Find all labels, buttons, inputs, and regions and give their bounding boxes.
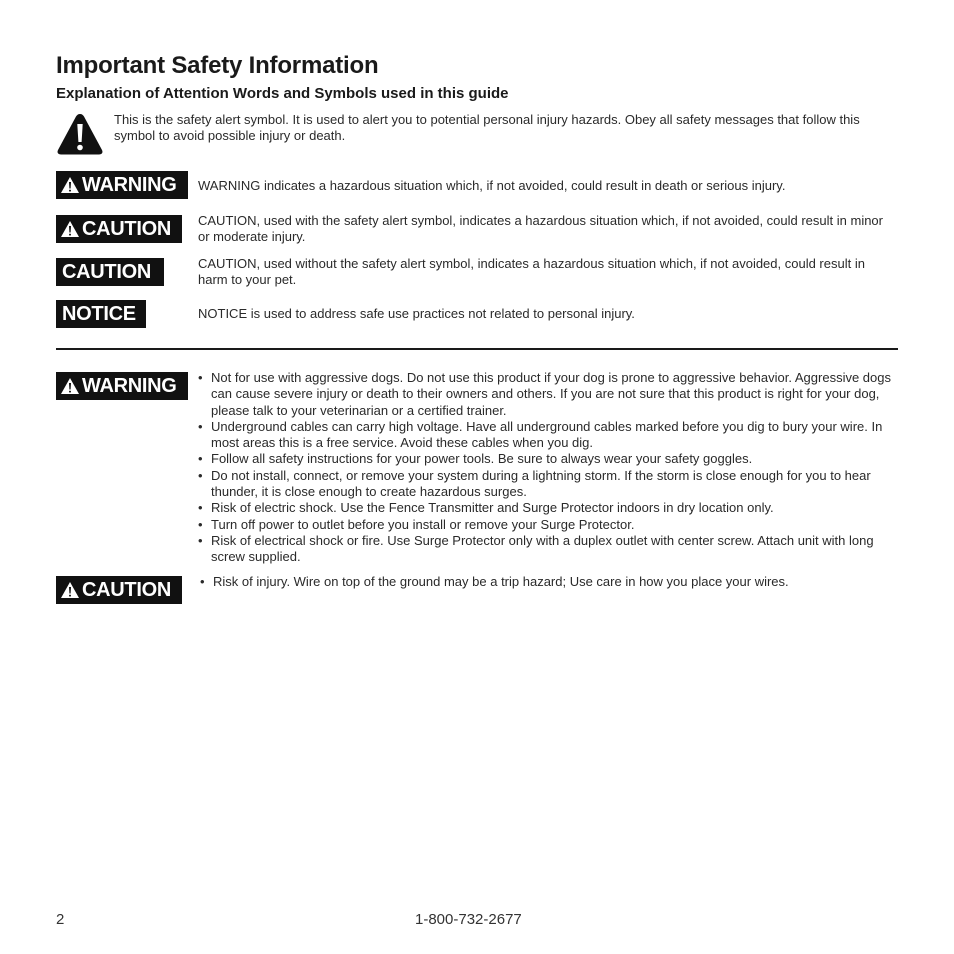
- alert-symbol-description: This is the safety alert symbol. It is used to alert you to potential personal injury hazards. Obey all safety messages that follow this symbol to avoid possible injury or death.: [114, 112, 860, 143]
- page-subtitle: Explanation of Attention Words and Symbols used in this guide: [56, 85, 509, 102]
- warning-section-badge: [56, 372, 188, 400]
- caution-badge-with-symbol: [56, 215, 182, 243]
- alert-triangle-icon: [60, 220, 80, 238]
- notice-badge-label: NOTICE: [62, 303, 136, 325]
- page-number: 2: [56, 911, 65, 928]
- alert-triangle-icon: [60, 377, 80, 395]
- caution-without-symbol-definition: CAUTION, used without the safety alert symbol, indicates a hazardous situation which, if not avoided, could result in harm to your pet.: [198, 256, 865, 287]
- caution-list: [200, 574, 896, 590]
- list-item: • Follow all safety instructions for your power tools. Be sure to always wear your safety goggles.: [198, 451, 896, 467]
- caution-section-badge-label: CAUTION: [82, 579, 172, 601]
- caution-badge-plain: [56, 258, 164, 286]
- alert-triangle-icon: [60, 581, 80, 599]
- list-item: • Risk of electric shock. Use the Fence Transmitter and Surge Protector indoors in dry location only.: [198, 500, 896, 516]
- safety-alert-icon: [56, 112, 104, 156]
- caution-section-badge: [56, 576, 182, 604]
- caution-with-symbol-definition: CAUTION, used with the safety alert symbol, indicates a hazardous situation which, if not avoided, could result in minor or moderate injury.: [198, 213, 883, 244]
- list-item: • Risk of electrical shock or fire. Use Surge Protector only with a duplex outlet with center screw. Attach unit with long screw supplied.: [198, 533, 896, 566]
- list-item: • Risk of injury. Wire on top of the ground may be a trip hazard; Use care in how you place your wires.: [200, 574, 896, 590]
- caution-badge-label: CAUTION: [82, 218, 172, 240]
- warning-badge: [56, 171, 188, 199]
- warning-section-badge-label: WARNING: [82, 375, 177, 397]
- notice-definition: NOTICE is used to address safe use practices not related to personal injury.: [198, 306, 635, 321]
- section-divider: [56, 348, 898, 350]
- warning-badge-label: WARNING: [82, 174, 177, 196]
- notice-badge: [56, 300, 146, 328]
- warning-list: [198, 370, 896, 566]
- alert-triangle-icon: [60, 176, 80, 194]
- list-item: • Turn off power to outlet before you install or remove your Surge Protector.: [198, 517, 896, 533]
- page-title: Important Safety Information: [56, 52, 379, 79]
- list-item: • Underground cables can carry high voltage. Have all underground cables marked before you dig to bury your wire. In most areas this is a free service. Avoid these cables when you dig.: [198, 419, 896, 452]
- list-item: • Do not install, connect, or remove your system during a lightning storm. If the storm is close enough for you to hear thunder, it is close enough to create hazardous surges.: [198, 468, 896, 501]
- warning-definition: WARNING indicates a hazardous situation which, if not avoided, could result in death or serious injury.: [198, 178, 786, 193]
- caution-plain-badge-label: CAUTION: [62, 261, 152, 283]
- phone-number: 1-800-732-2677: [415, 911, 522, 928]
- list-item: • Not for use with aggressive dogs. Do not use this product if your dog is prone to aggressive behavior. Aggressive dogs can cause severe injury or death to their owners and others. If you are not sure that this product is right for your dog, please talk to your veterinarian or a certified trainer.: [198, 370, 896, 419]
